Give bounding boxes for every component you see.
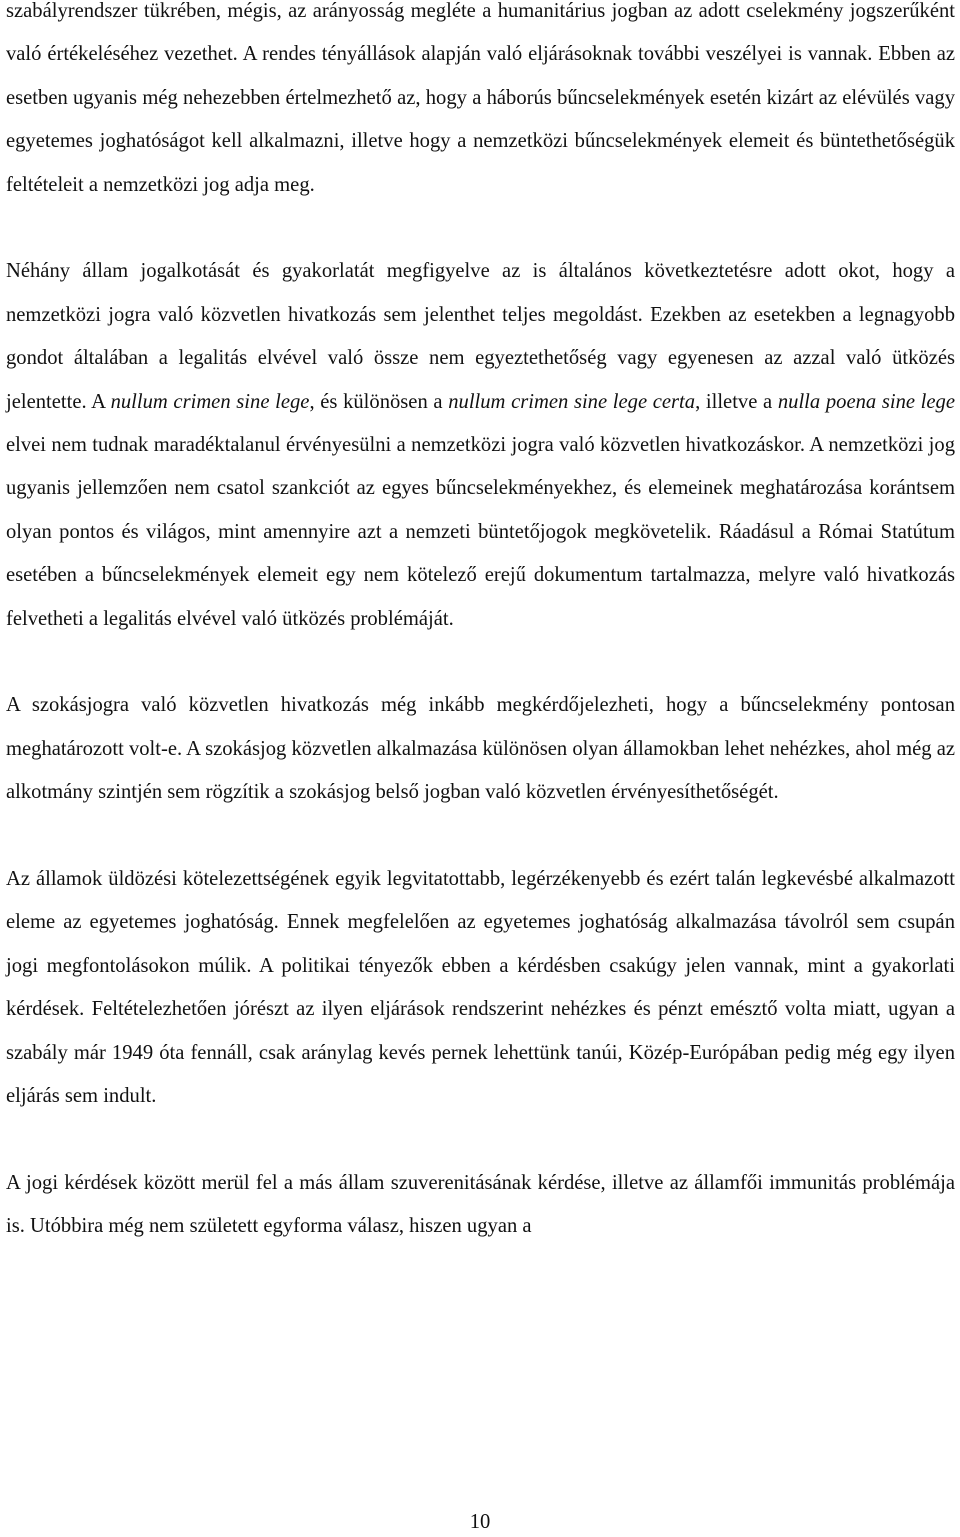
document-body [6, 0, 955, 1292]
paragraph-text: A szokásjogra való közvetlen hivatkozás még inkább megkérdőjelezheti, hogy a bűncselekmény pontosan meghatározott volt-e. A szokásjog közvetlen alkalmazása különösen olyan államokban lehet nehézkes, ahol még az alkotmány szintjén sem rögzítik a szokásjog belső jogban való közvetlen érvényesíthetőségét. [6, 694, 955, 804]
paragraph-text: elvei nem tudnak maradéktalanul érvényesülni a nemzetközi jogra való közvetlen hivatkozáskor. A nemzetközi jog ugyanis jellemzően nem csatol szankciót az egyes bűncselekményekhez, és elemeinek meghatározása korántsem olyan pontos és világos, mint amennyire azt a nemzeti büntetőjogok megkövetelik. Ráadásul a Római Statútum esetében a bűncselekmények elemeit egy nem kötelező erejű dokumentum tartalmazza, melyre való hivatkozás felvetheti a legalitás elvével való ütközés problémáját. [6, 434, 955, 630]
paragraph-text: Néhány állam jogalkotását és gyakorlatát megfigyelve az is általános következtetésre adott okot, hogy a nemzetközi jogra való közvetlen hivatkozás sem jelenthet teljes megoldást. Ezekben az esetekben a legnagyobb gondot általában a legalitás elvével való össze nem egyeztethetőség vagy egyenesen az azzal való ütközés jelentette. A [6, 260, 955, 413]
paragraph [6, 1162, 955, 1249]
paragraph [6, 858, 955, 1118]
latin-phrase: nullum crimen sine lege certa [448, 390, 696, 413]
page-number: 10 [469, 1511, 491, 1533]
paragraph-text: , illetve a [695, 390, 778, 413]
paragraph [6, 684, 955, 814]
paragraph [6, 250, 955, 641]
paragraph-text: szabályrendszer tükrében, mégis, az arányosság megléte a humanitárius jogban az adott cselekmény jogszerűként való értékeléséhez vezethet. A rendes tényállások alapján való eljárásoknak további veszélyei is vannak. Ebben az esetben ugyanis még nehezebben értelmezhető az, hogy a háborús bűncselekmények esetén kizárt az elévülés vagy egyetemes joghatóságot kell alkalmazni, illetve hogy a nemzetközi bűncselekmények elemeit és büntethetőségük feltételeit a nemzetközi jog adja meg. [6, 0, 955, 196]
paragraph [6, 0, 955, 207]
latin-phrase: nulla poena sine lege [777, 390, 955, 413]
paragraph-text: , és különösen a [309, 390, 449, 413]
paragraph-text: A jogi kérdések között merül fel a más állam szuverenitásának kérdése, illetve az államfői immunitás problémája is. Utóbbira még nem született egyforma válasz, hiszen ugyan a [6, 1171, 955, 1238]
latin-phrase: nullum crimen sine lege [110, 390, 310, 413]
paragraph-text: Az államok üldözési kötelezettségének egyik legvitatottabb, legérzékenyebb és ezért talán legkevésbé alkalmazott eleme az egyetemes joghatóság. Ennek megfelelően az egyetemes joghatóság alkalmazása távolról sem csupán jogi megfontolásokon múlik. A politikai tényezők ebben a kérdésben csakúgy jelen vannak, mint a gyakorlati kérdések. Feltételezhetően jórészt az ilyen eljárások rendszerint nehézkes és pénzt emésztő volta miatt, ugyan a szabály már 1949 óta fennáll, csak aránylag kevés pernek lehettünk tanúi, Közép-Európában pedig még egy ilyen eljárás sem indult. [6, 868, 955, 1108]
